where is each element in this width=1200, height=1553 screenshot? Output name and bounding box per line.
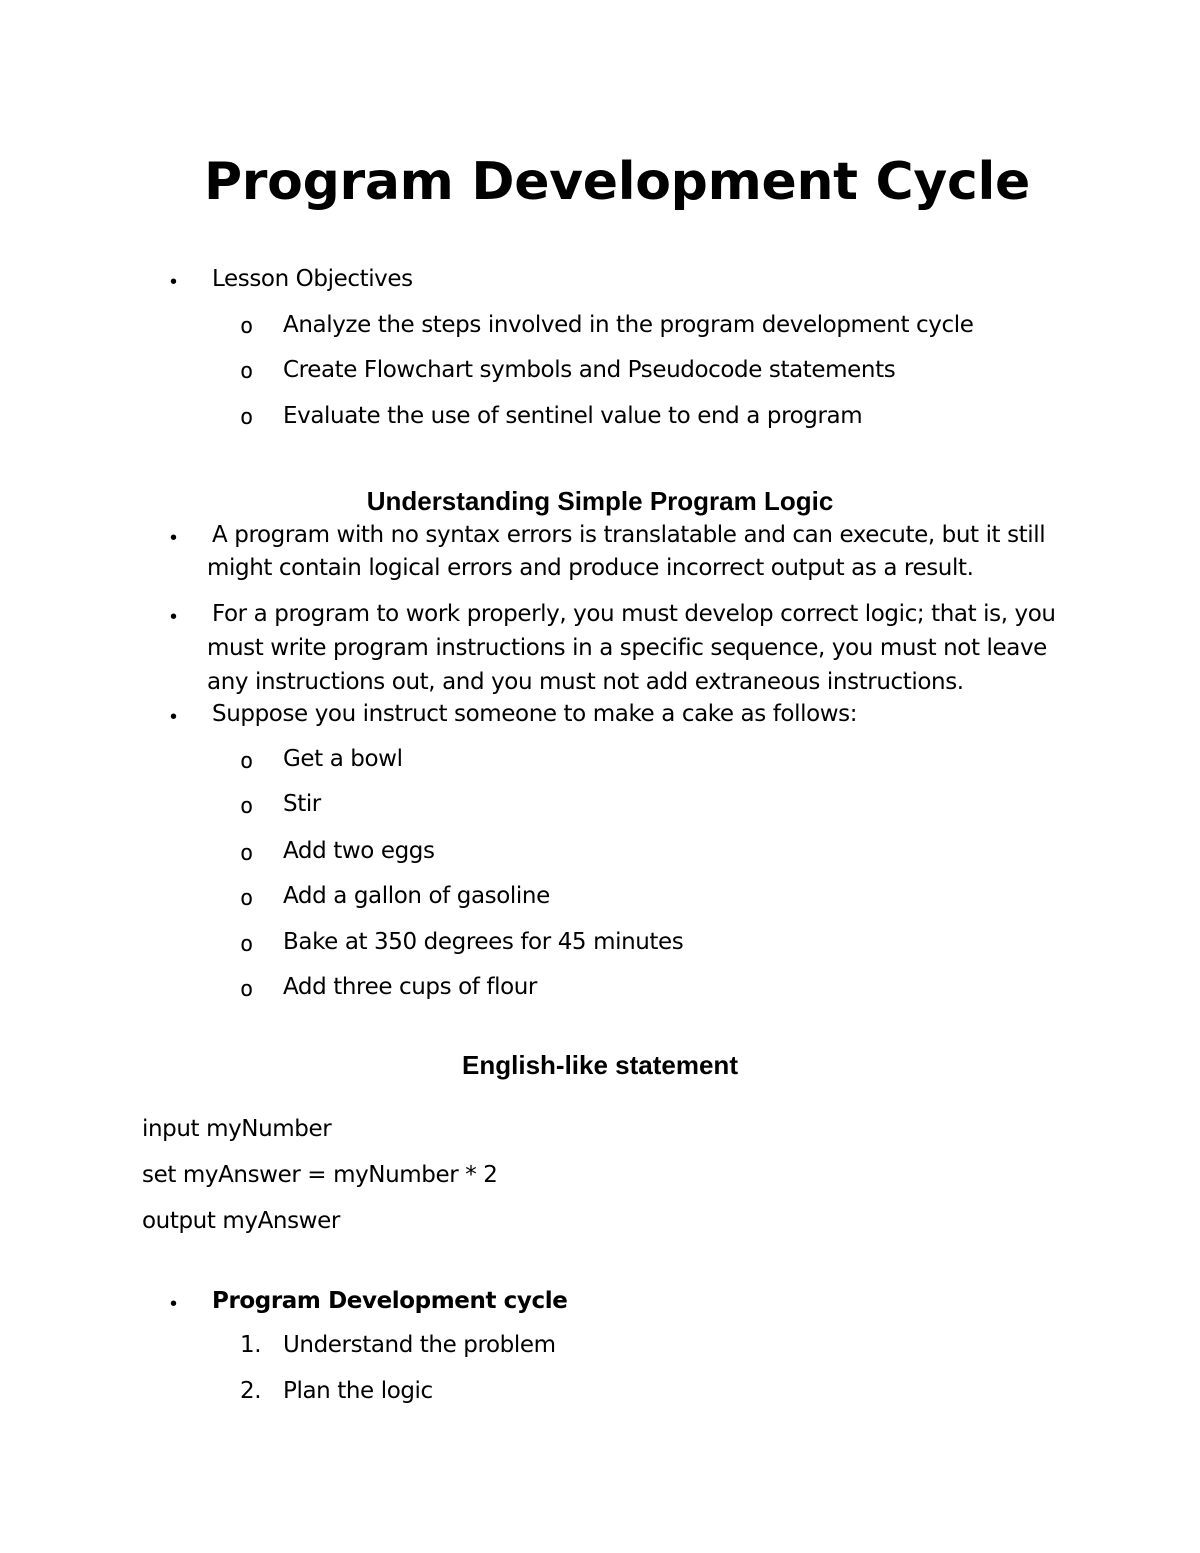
paragraph-line: For a program to work properly, you must develop correct logic; that is, you bbox=[212, 601, 1056, 627]
paragraph-line: might contain logical errors and produce incorrect output as a result. bbox=[207, 555, 974, 581]
bullet-marker: • bbox=[170, 271, 178, 293]
page-title: Program Development Cycle bbox=[204, 152, 1030, 212]
objective-item: Analyze the steps involved in the program development cycle bbox=[283, 312, 974, 338]
pseudocode-line: set myAnswer = myNumber * 2 bbox=[142, 1162, 498, 1188]
sub-bullet-marker: o bbox=[240, 932, 254, 957]
sub-bullet-marker: o bbox=[240, 405, 254, 430]
section-heading-english: English-like statement bbox=[462, 1050, 738, 1080]
cake-step: Add three cups of flour bbox=[283, 974, 537, 1000]
bullet-marker: • bbox=[170, 706, 178, 728]
pseudocode-line: input myNumber bbox=[142, 1116, 332, 1142]
cycle-step: Understand the problem bbox=[283, 1332, 556, 1358]
cycle-label: Program Development cycle bbox=[212, 1288, 568, 1314]
cycle-step: Plan the logic bbox=[283, 1378, 433, 1404]
paragraph-line: A program with no syntax errors is translatable and can execute, but it still bbox=[212, 522, 1046, 548]
bullet-marker: • bbox=[170, 527, 178, 549]
sub-bullet-marker: o bbox=[240, 359, 254, 384]
cake-step: Add a gallon of gasoline bbox=[283, 883, 550, 909]
objectives-label: Lesson Objectives bbox=[212, 266, 413, 292]
sub-bullet-marker: o bbox=[240, 977, 254, 1002]
paragraph-line: must write program instructions in a specific sequence, you must not leave bbox=[207, 635, 1047, 661]
sub-bullet-marker: o bbox=[240, 314, 254, 339]
paragraph-line: any instructions out, and you must not add extraneous instructions. bbox=[207, 669, 964, 695]
pseudocode-line: output myAnswer bbox=[142, 1208, 340, 1234]
sub-bullet-marker: o bbox=[240, 841, 254, 866]
sub-bullet-marker: o bbox=[240, 886, 254, 911]
cake-step: Add two eggs bbox=[283, 838, 435, 864]
objective-item: Create Flowchart symbols and Pseudocode statements bbox=[283, 357, 896, 383]
bullet-marker: • bbox=[170, 1293, 178, 1315]
section-heading-logic: Understanding Simple Program Logic bbox=[366, 486, 834, 516]
sub-bullet-marker: o bbox=[240, 749, 254, 774]
cycle-step-number: 1. bbox=[240, 1332, 262, 1358]
sub-bullet-marker: o bbox=[240, 794, 254, 819]
cake-step: Get a bowl bbox=[283, 746, 403, 772]
cake-step: Stir bbox=[283, 791, 321, 817]
cake-step: Bake at 350 degrees for 45 minutes bbox=[283, 929, 684, 955]
bullet-marker: • bbox=[170, 606, 178, 628]
cycle-step-number: 2. bbox=[240, 1378, 262, 1404]
objective-item: Evaluate the use of sentinel value to end a program bbox=[283, 403, 863, 429]
paragraph-line: Suppose you instruct someone to make a cake as follows: bbox=[212, 701, 858, 727]
